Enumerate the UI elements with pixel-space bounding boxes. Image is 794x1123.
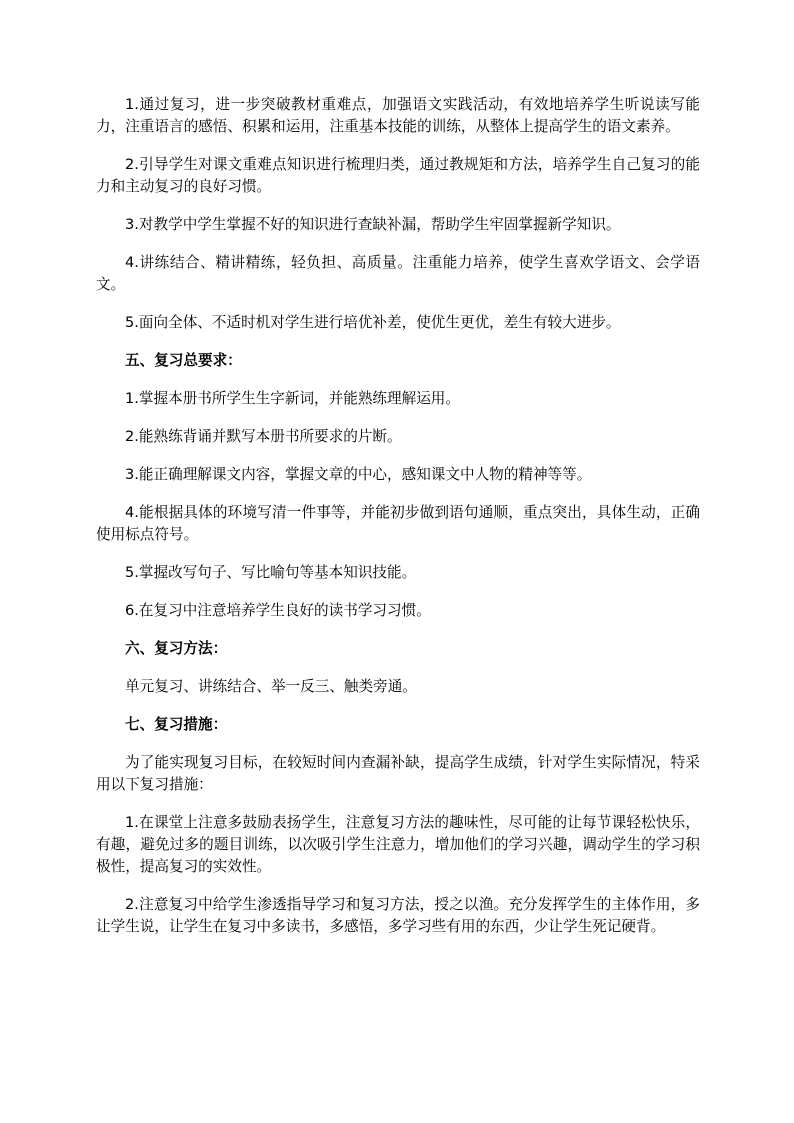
document-page [96, 94, 700, 954]
requirement-paragraph-5: 5.掌握改写句子、写比喻句等基本知识技能。 [125, 564, 417, 581]
goal-paragraph-2: 2.引导学生对课文重难点知识进行梳理归类，通过教规矩和方法，培养学生自己复习的能力和主动复习的良好习惯。 [96, 156, 700, 195]
section-6-heading: 六、复习方法： [125, 640, 228, 657]
requirement-paragraph-3: 3.能正确理解课文内容，掌握文章的中心，感知课文中人物的精神等等。 [125, 466, 592, 483]
method-paragraph: 单元复习、讲练结合、举一反三、触类旁通。 [125, 678, 417, 695]
requirement-paragraph-1: 1.掌握本册书所学生生字新词，并能熟练理解运用。 [125, 390, 460, 407]
requirement-paragraph-6: 6.在复习中注意培养学生良好的读书学习习惯。 [125, 602, 431, 619]
requirement-paragraph-2: 2.能熟练背诵并默写本册书所要求的片断。 [125, 428, 402, 445]
measure-paragraph-1: 1.在课堂上注意多鼓励表扬学生，注意复习方法的趣味性，尽可能的让每节课轻松快乐，有趣，避免过多的题目训练，以次吸引学生注意力，增加他们的学习兴趣，调动学生的学习积极性，提高复习的实效性。 [96, 814, 700, 875]
measure-paragraph-2: 2.注意复习中给学生渗透指导学习和复习方法，授之以渔。充分发挥学生的主体作用，多让学生说，让学生在复习中多读书，多感悟，多学习些有用的东西，少让学生死记硬背。 [96, 896, 700, 935]
measures-intro-paragraph: 为了能实现复习目标，在较短时间内查漏补缺，提高学生成绩，针对学生实际情况，特采用以下复习措施： [96, 754, 700, 793]
requirement-paragraph-4: 4.能根据具体的环境写清一件事等，并能初步做到语句通顺，重点突出，具体生动，正确使用标点符号。 [96, 504, 700, 543]
goal-paragraph-4: 4.讲练结合、精讲精练，轻负担、高质量。注重能力培养，使学生喜欢学语文、会学语文。 [96, 254, 700, 293]
goal-paragraph-1: 1.通过复习，进一步突破教材重难点，加强语文实践活动，有效地培养学生听说读写能力，注重语言的感悟、积累和运用，注重基本技能的训练，从整体上提高学生的语文素养。 [96, 96, 700, 135]
section-5-heading: 五、复习总要求： [125, 352, 242, 369]
section-7-heading: 七、复习措施： [125, 716, 228, 733]
goal-paragraph-3: 3.对教学中学生掌握不好的知识进行查缺补漏，帮助学生牢固掌握新学知识。 [125, 216, 621, 233]
goal-paragraph-5: 5.面向全体、不适时机对学生进行培优补差，使优生更优，差生有较大进步。 [125, 314, 621, 331]
